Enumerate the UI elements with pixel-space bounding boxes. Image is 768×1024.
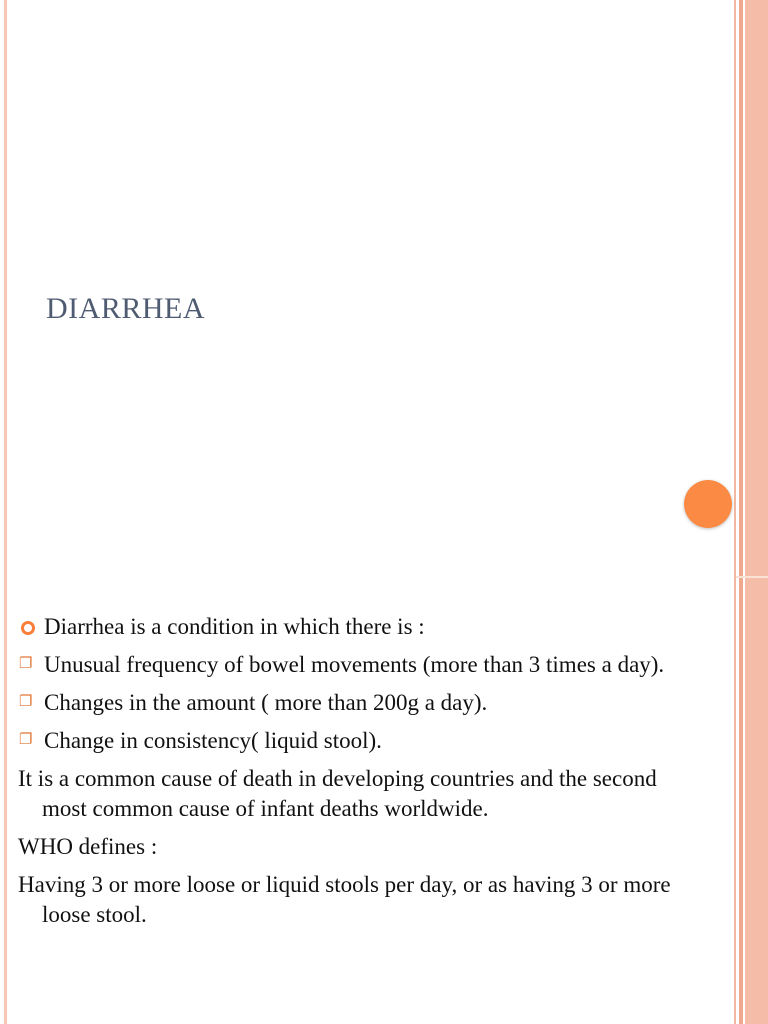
- book-bullet-icon: ❐: [19, 694, 33, 710]
- paragraph-text: WHO defines :: [18, 834, 158, 859]
- book-bullet-icon: ❐: [19, 656, 33, 672]
- slide-divider: [736, 576, 768, 578]
- list-item-text: Unusual frequency of bowel movements (more than 3 times a day).: [44, 652, 665, 677]
- left-frame-line: [4, 0, 7, 1024]
- paragraph-text: Having 3 or more loose or liquid stools per day, or as having 3 or more loose stool.: [18, 872, 671, 927]
- paragraph-text: It is a common cause of death in developing countries and the second most common cause of infant deaths worldwide.: [18, 766, 657, 821]
- list-item-text: Changes in the amount ( more than 200g a day).: [44, 690, 488, 715]
- intro-text: Diarrhea is a condition in which there is :: [44, 614, 425, 639]
- paragraph: [18, 870, 698, 930]
- list-item: [18, 726, 698, 756]
- list-item: [18, 650, 698, 680]
- circle-bullet-icon: [21, 621, 35, 635]
- slide-title: DIARRHEA: [46, 292, 205, 325]
- list-item: [18, 688, 698, 718]
- slide-content: [18, 612, 698, 938]
- paragraph: [18, 832, 698, 862]
- list-item: [18, 612, 698, 642]
- list-item-text: Change in consistency( liquid stool).: [44, 728, 382, 753]
- paragraph: [18, 764, 698, 824]
- right-frame-stripe: [734, 0, 736, 1024]
- right-frame-band: [745, 0, 768, 1024]
- right-frame-stripe: [739, 0, 743, 1024]
- slide-marker-circle: [684, 480, 732, 528]
- book-bullet-icon: ❐: [19, 732, 33, 748]
